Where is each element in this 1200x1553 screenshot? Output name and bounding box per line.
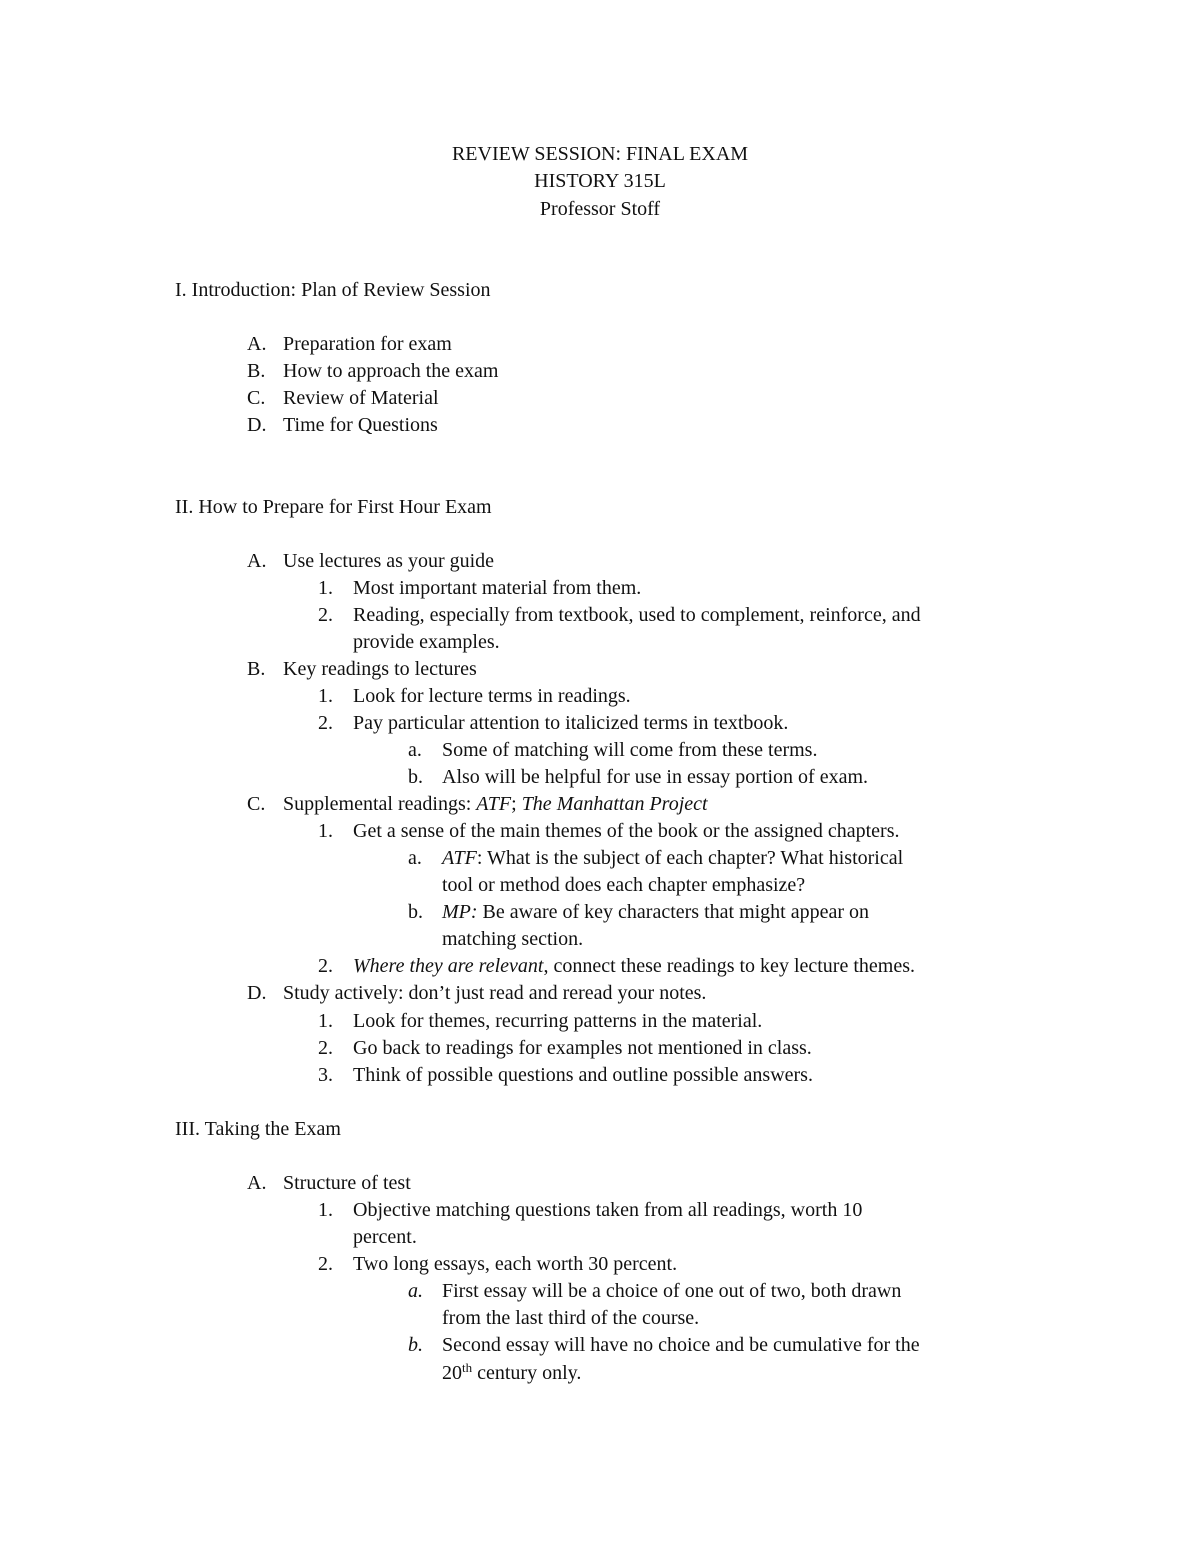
- book-title-manhattan-project: The Manhattan Project: [521, 793, 708, 815]
- item-label: C.: [247, 387, 266, 409]
- outline-item: Study actively: don’t just read and reread your notes.: [283, 982, 707, 1004]
- outline-subsubitem: [442, 899, 869, 926]
- item-label: 1.: [318, 577, 333, 599]
- outline-item: Use lectures as your guide: [283, 550, 495, 572]
- item-label: 1.: [318, 685, 333, 707]
- italic-term: MP:: [442, 901, 478, 923]
- century-number: 20: [442, 1362, 462, 1384]
- item-label: 1.: [318, 1010, 333, 1032]
- item-label: a.: [408, 1280, 423, 1302]
- outline-subitem: [353, 953, 915, 980]
- item-label: b.: [408, 766, 423, 788]
- item-label: 1.: [318, 820, 333, 842]
- outline-subitem: Look for lecture terms in readings.: [353, 685, 631, 707]
- item-label: b.: [408, 1334, 423, 1356]
- outline-item: How to approach the exam: [283, 360, 499, 382]
- outline-subitem: Most important material from them.: [353, 577, 642, 599]
- outline-subitem: Reading, especially from textbook, used to complement, reinforce, and: [353, 604, 921, 626]
- item-label: 3.: [318, 1064, 333, 1086]
- outline-text: , connect these readings to key lecture themes.: [543, 955, 915, 977]
- outline-item: Review of Material: [283, 387, 439, 409]
- outline-subitem: Objective matching questions taken from all readings, worth 10: [353, 1199, 863, 1221]
- book-title-atf: ATF: [476, 793, 512, 815]
- course-code: HISTORY 315L: [534, 170, 666, 192]
- outline-subitem: Think of possible questions and outline possible answers.: [353, 1064, 813, 1086]
- section-heading-1: I. Introduction: Plan of Review Session: [175, 279, 491, 301]
- item-label: D.: [247, 982, 267, 1004]
- item-label: a.: [408, 739, 422, 761]
- item-label: 2.: [318, 1037, 333, 1059]
- outline-item: Time for Questions: [283, 414, 438, 436]
- outline-text: : What is the subject of each chapter? What historical: [476, 847, 904, 869]
- outline-subsubitem: Also will be helpful for use in essay portion of exam.: [442, 766, 869, 788]
- item-label: A.: [247, 1172, 267, 1194]
- item-label: B.: [247, 658, 266, 680]
- outline-subitem: Pay particular attention to italicized terms in textbook.: [353, 712, 789, 734]
- item-label: A.: [247, 550, 267, 572]
- outline-item: Preparation for exam: [283, 333, 452, 355]
- outline-subitem: Two long essays, each worth 30 percent.: [353, 1253, 678, 1275]
- outline-subitem-continued: percent.: [353, 1226, 417, 1248]
- item-label: 2.: [318, 955, 333, 977]
- item-label: a.: [408, 847, 422, 869]
- outline-subsubitem-continued: [442, 1360, 581, 1387]
- professor-name: Professor Stoff: [539, 198, 661, 220]
- outline-subsubitem-continued: from the last third of the course.: [442, 1307, 700, 1329]
- outline-item: Structure of test: [283, 1172, 411, 1194]
- item-label: 2.: [318, 712, 333, 734]
- section-heading-2: II. How to Prepare for First Hour Exam: [175, 496, 492, 518]
- document-title: REVIEW SESSION: FINAL EXAM: [451, 143, 749, 165]
- outline-subsubitem: [442, 845, 903, 872]
- outline-text: Be aware of key characters that might appear on: [477, 901, 870, 923]
- outline-item-text: Supplemental readings:: [283, 793, 477, 815]
- item-label: D.: [247, 414, 267, 436]
- outline-subsubitem-continued: tool or method does each chapter emphasize?: [442, 874, 806, 896]
- item-label: A.: [247, 333, 267, 355]
- item-label: 2.: [318, 1253, 333, 1275]
- outline-subsubitem-continued: matching section.: [442, 928, 584, 950]
- item-label: b.: [408, 901, 423, 923]
- outline-subsubitem: First essay will be a choice of one out of two, both drawn: [442, 1280, 902, 1302]
- item-label: 2.: [318, 604, 333, 626]
- italic-phrase: Where they are relevant: [353, 955, 544, 977]
- item-label: B.: [247, 360, 266, 382]
- outline-text: century only.: [472, 1362, 582, 1384]
- ordinal-suffix: th: [462, 1360, 473, 1375]
- item-label: C.: [247, 793, 266, 815]
- outline-subsubitem: Second essay will have no choice and be cumulative for the: [442, 1334, 920, 1356]
- outline-subitem: Get a sense of the main themes of the book or the assigned chapters.: [353, 820, 900, 842]
- section-heading-3: III. Taking the Exam: [175, 1118, 341, 1140]
- italic-term: ATF: [442, 847, 477, 869]
- outline-subitem: Look for themes, recurring patterns in the material.: [353, 1010, 763, 1032]
- outline-subitem: Go back to readings for examples not mentioned in class.: [353, 1037, 812, 1059]
- outline-item: [283, 791, 708, 818]
- outline-item: Key readings to lectures: [283, 658, 477, 680]
- outline-subitem-continued: provide examples.: [353, 631, 500, 653]
- outline-subsubitem: Some of matching will come from these terms.: [442, 739, 818, 761]
- separator: ;: [511, 793, 522, 815]
- item-label: 1.: [318, 1199, 333, 1221]
